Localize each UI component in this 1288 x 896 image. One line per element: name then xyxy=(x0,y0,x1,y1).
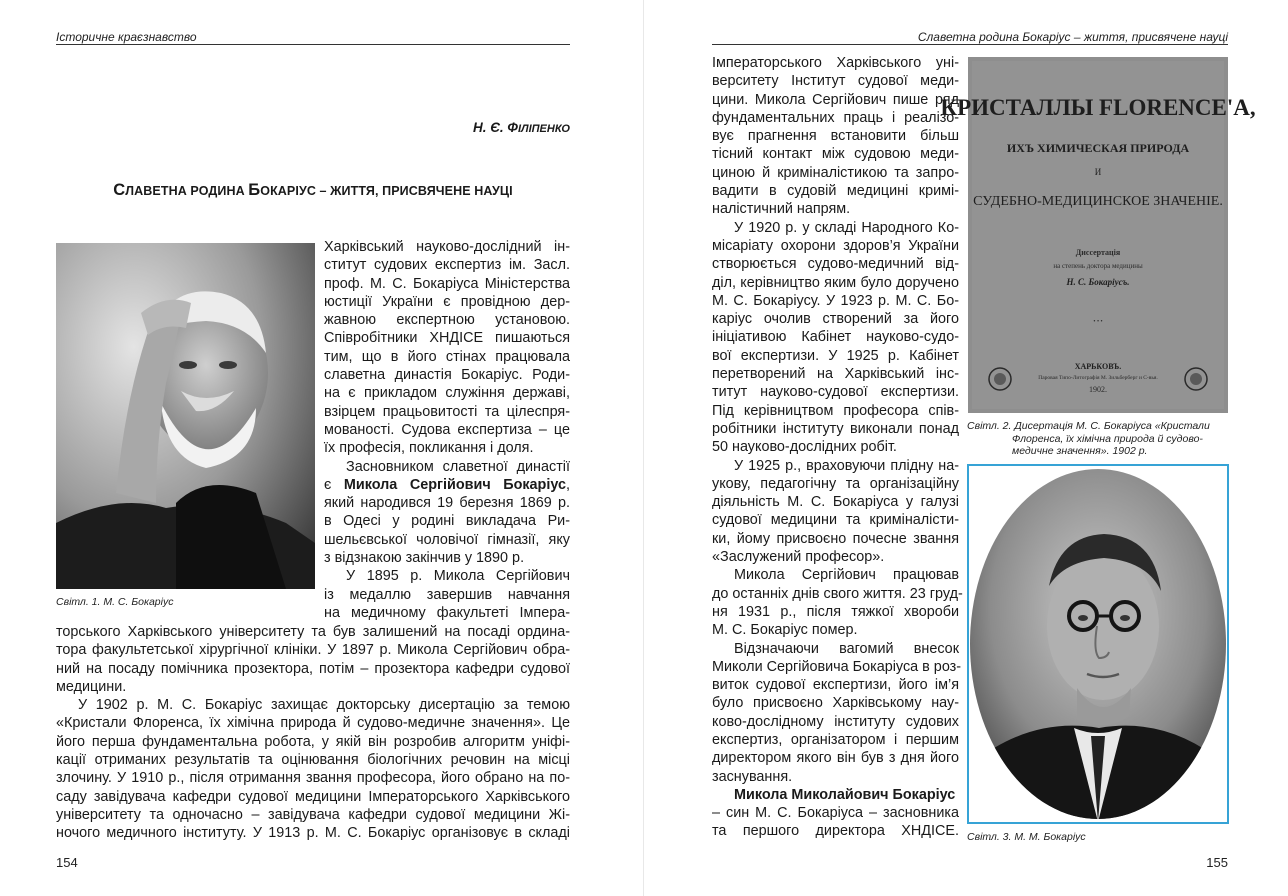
text-line: виток судової експертизи, його ім’я xyxy=(712,677,959,694)
text-line: із медаллю завершив навчання xyxy=(324,586,570,603)
photo-caption-1: Світл. 1. М. С. Бокаріус xyxy=(56,596,174,608)
text-line: 50 науково-дослідних робіт. xyxy=(712,439,897,456)
text-line: та першого директора ХНДІСЕ. xyxy=(712,823,959,840)
text-line: на є прикладом служіння державі, xyxy=(324,385,570,402)
text-line: ний на посаду помічника прозектора, потім – прозектора кафедри судової xyxy=(56,660,570,677)
portrait-photo-ms-bokarius xyxy=(56,243,315,589)
cover-title: КРИСТАЛЛЫ FLORENCE'А, xyxy=(940,95,1256,120)
text-line: вує прагнення встановити більш xyxy=(712,128,959,145)
text-line: фундаментальних праць і реалізо- xyxy=(712,109,959,126)
text-line: саду завідувача кафедри судової медицини Імператорського Харківського xyxy=(56,788,570,805)
text-line: шельєвської чоловічої гімназії, яку xyxy=(324,531,570,548)
title-sc-1: ЛАВЕТНА РОДИНА xyxy=(125,184,249,198)
text-line: взірцем працьовитості та цілеспря- xyxy=(324,403,570,420)
text-line: діл, керівництво яким було доручено xyxy=(712,274,959,291)
cover-line-8: ХАРЬКОВЪ. xyxy=(1074,362,1122,371)
text-line: який народився 19 березня 1869 р. xyxy=(324,495,570,512)
text-line: заснування. xyxy=(712,768,793,785)
text-line: ініціативою Кабінет науково-судо- xyxy=(712,329,959,346)
title-sc-2: ОКАРІУС – ЖИТТЯ, ПРИСВЯЧЕНЕ НАУЦІ xyxy=(260,184,513,198)
caption-line: Флоренса, їх хімічна природа й судово- xyxy=(1012,432,1203,445)
text-line: М. С. Бокаріус помер. xyxy=(712,622,858,639)
text-line: на медичному факультеті Імпера- xyxy=(324,604,570,621)
text-line-with-bold xyxy=(324,476,570,494)
text-line: робітники інституту виконали понад xyxy=(712,420,959,437)
text-line: кації отриманих результатів та оцінювання біологічних речовин на місці xyxy=(56,752,570,769)
header-rule-right xyxy=(712,44,1228,45)
text-line: циною й криміналістикою та запро- xyxy=(712,164,959,181)
text-line: каріус очолив створений за його xyxy=(712,311,959,328)
text-line: університету та одночасно – завідувача кафедри судової медицини Жі- xyxy=(56,806,570,823)
text-line: тора факультетської хірургічної клініки. У 1897 р. Микола Сергійович обра- xyxy=(56,642,570,659)
right-column-text xyxy=(712,54,963,841)
text-line: У 1902 р. М. С. Бокаріус захищає докторську дисертацію за темою xyxy=(78,697,570,714)
text-line: медицини. xyxy=(56,678,127,695)
article-author xyxy=(473,120,570,135)
cover-line-7: Н. С. Бокаріусъ. xyxy=(1066,277,1130,287)
text-line: Засновником славетної династії xyxy=(346,458,570,475)
author-surname: ІЛІПЕНКО xyxy=(517,123,570,135)
header-rule-left xyxy=(56,44,570,45)
running-head-left: Історичне краєзнавство xyxy=(56,30,197,44)
bold-name: Микола Сергійович Бокаріус xyxy=(343,476,566,493)
text-fragment: є xyxy=(324,476,344,493)
cover-line-3: И xyxy=(1094,167,1102,177)
text-line: Співробітники ХНДІСЕ пишаються xyxy=(324,330,570,347)
text-line-bold xyxy=(712,786,959,804)
dissertation-cover-illustration xyxy=(940,57,1256,413)
photo-caption-2 xyxy=(967,420,1229,458)
svg-text:• • •: • • • xyxy=(1093,319,1103,325)
text-line: ково-дослідному інституту судових xyxy=(712,713,959,730)
text-line: жавною експертною установою. xyxy=(324,312,570,329)
text-line: мованості. Судова експертиза – це xyxy=(324,421,570,438)
text-line: їх професія, покликання і доля. xyxy=(324,440,534,457)
text-line: У 1925 р., враховуючи плідну на- xyxy=(734,457,959,474)
text-line: створюється судово-медичний від- xyxy=(712,256,959,273)
article-title xyxy=(56,181,570,200)
title-cap-2: Б xyxy=(248,181,261,199)
text-line: У 1895 р. Микола Сергійович xyxy=(346,568,570,585)
title-cap-1: С xyxy=(113,181,126,199)
page-number-left: 154 xyxy=(56,855,78,870)
text-line: в Одесі у родині викладача Ри- xyxy=(324,513,570,530)
text-line: – син М. С. Бокаріуса – засновника xyxy=(712,805,959,822)
text-line: з відзнакою закінчив у 1890 р. xyxy=(324,550,525,567)
author-initials: Н. Є. Ф xyxy=(472,120,518,135)
running-head-right: Славетна родина Бокаріус – життя, присвячене науці xyxy=(917,30,1228,44)
text-line: тим, що в його стінах працювала xyxy=(324,348,570,365)
text-line: директором якого він був з дня його xyxy=(712,750,959,767)
text-line: торського Харківського університету та був залишений на посаді ордина- xyxy=(56,624,570,640)
text-fragment: , xyxy=(566,476,570,493)
portrait-photo-mm-bokarius xyxy=(967,464,1229,824)
portrait-illustration xyxy=(56,243,315,589)
left-column-text xyxy=(324,238,570,622)
text-line: місаріату охорони здоров’я України xyxy=(712,237,959,254)
photo-caption-3: Світл. 3. М. М. Бокаріус xyxy=(967,831,1086,843)
oval-portrait-illustration xyxy=(969,466,1227,822)
text-line: титут науково-судової експертизи. xyxy=(712,384,959,401)
cover-line-2: ИХЪ ХИМИЧЕСКАЯ ПРИРОДА xyxy=(1006,141,1190,155)
text-line: укову, педагогічну та організаційну xyxy=(712,475,959,492)
text-line: «Заслужений професор». xyxy=(712,549,885,566)
text-line: Миколи Сергійовича Бокаріуса в роз- xyxy=(712,658,962,675)
caption-line: Світл. 2. Дисертація М. С. Бокаріуса «Кристали xyxy=(967,420,1210,432)
text-line: експертиз, організатором і першим xyxy=(712,731,959,748)
text-line: вої експертизи. У 1925 р. Кабінет xyxy=(712,347,959,364)
right-page xyxy=(644,0,1288,896)
text-line: М. С. Бокаріусу. У 1923 р. М. С. Бо- xyxy=(712,292,959,309)
cover-line-5: Диссертація xyxy=(1075,248,1121,257)
text-line: вадити в судовій медицині кримі- xyxy=(712,183,959,200)
cover-line-10: 1902. xyxy=(1089,385,1107,394)
text-line: У 1920 р. у складі Народного Ко- xyxy=(734,219,959,236)
text-line: було присвоєно Харківському нау- xyxy=(712,695,959,712)
text-line: злочину. У 1910 р., після отримання звання професора, його обрано на по- xyxy=(56,770,570,787)
cover-line-6: на степень доктора медицины xyxy=(1053,262,1143,270)
text-line: Під керівництвом професора спів- xyxy=(712,402,959,419)
text-line: Харківський науково-дослідний ін- xyxy=(324,239,570,255)
bold-name: Микола Миколайович Бокаріус xyxy=(734,786,956,803)
text-line: ститут судових експертиз ім. Засл. xyxy=(324,257,570,274)
text-line: верситету Інститут судової меди- xyxy=(712,73,959,90)
text-line: судової медицини та криміналісти- xyxy=(712,512,959,529)
text-line: ночого медичного інституту. У 1913 р. М. С. Бокаріус організовує в складі xyxy=(56,825,570,842)
text-line: діяльність М. С. Бокаріуса у галузі xyxy=(712,494,959,511)
text-line: його перша фундаментальна робота, у якій він розробив алгоритм уніфі- xyxy=(56,733,570,750)
text-line: Відзначаючи вагомий внесок xyxy=(734,640,959,657)
text-line: проф. М. С. Бокаріуса Міністерства xyxy=(324,275,570,292)
text-line: Імператорського Харківського уні- xyxy=(712,55,959,71)
page-number-right: 155 xyxy=(1206,855,1228,870)
text-line: славетна династія Бокаріус. Роди- xyxy=(324,367,570,384)
cover-line-9: Паровая Типо-Литографія М. Зильберберг и С-вья. xyxy=(1038,375,1158,381)
left-full-width-text xyxy=(56,623,570,843)
text-line: налістичний напрям. xyxy=(712,201,851,218)
text-line: цини. Микола Сергійович пише ряд xyxy=(712,91,959,108)
text-line: до останніх днів свого життя. 23 груд- xyxy=(712,585,963,602)
text-line: «Кристали Флоренса, їх хімічна природа й судово-медичне значення». Це xyxy=(56,715,570,732)
text-line: ня 1931 р., після тяжкої хвороби xyxy=(712,603,959,620)
caption-line: медичне значення». 1902 р. xyxy=(1012,445,1148,457)
cover-line-4: СУДЕБНО-МЕДИЦИНСКОЕ ЗНАЧЕНІЕ. xyxy=(973,194,1223,209)
text-line: ки, йому присвоєно почесне звання xyxy=(712,530,959,547)
text-line: Микола Сергійович працював xyxy=(734,567,959,584)
text-line: перетворений на Харківський інс- xyxy=(712,366,959,383)
dissertation-cover-photo xyxy=(940,57,1256,413)
text-line: юстиції України є провідною дер- xyxy=(324,293,570,310)
text-line: тісний контакт між судовою меди- xyxy=(712,146,959,163)
